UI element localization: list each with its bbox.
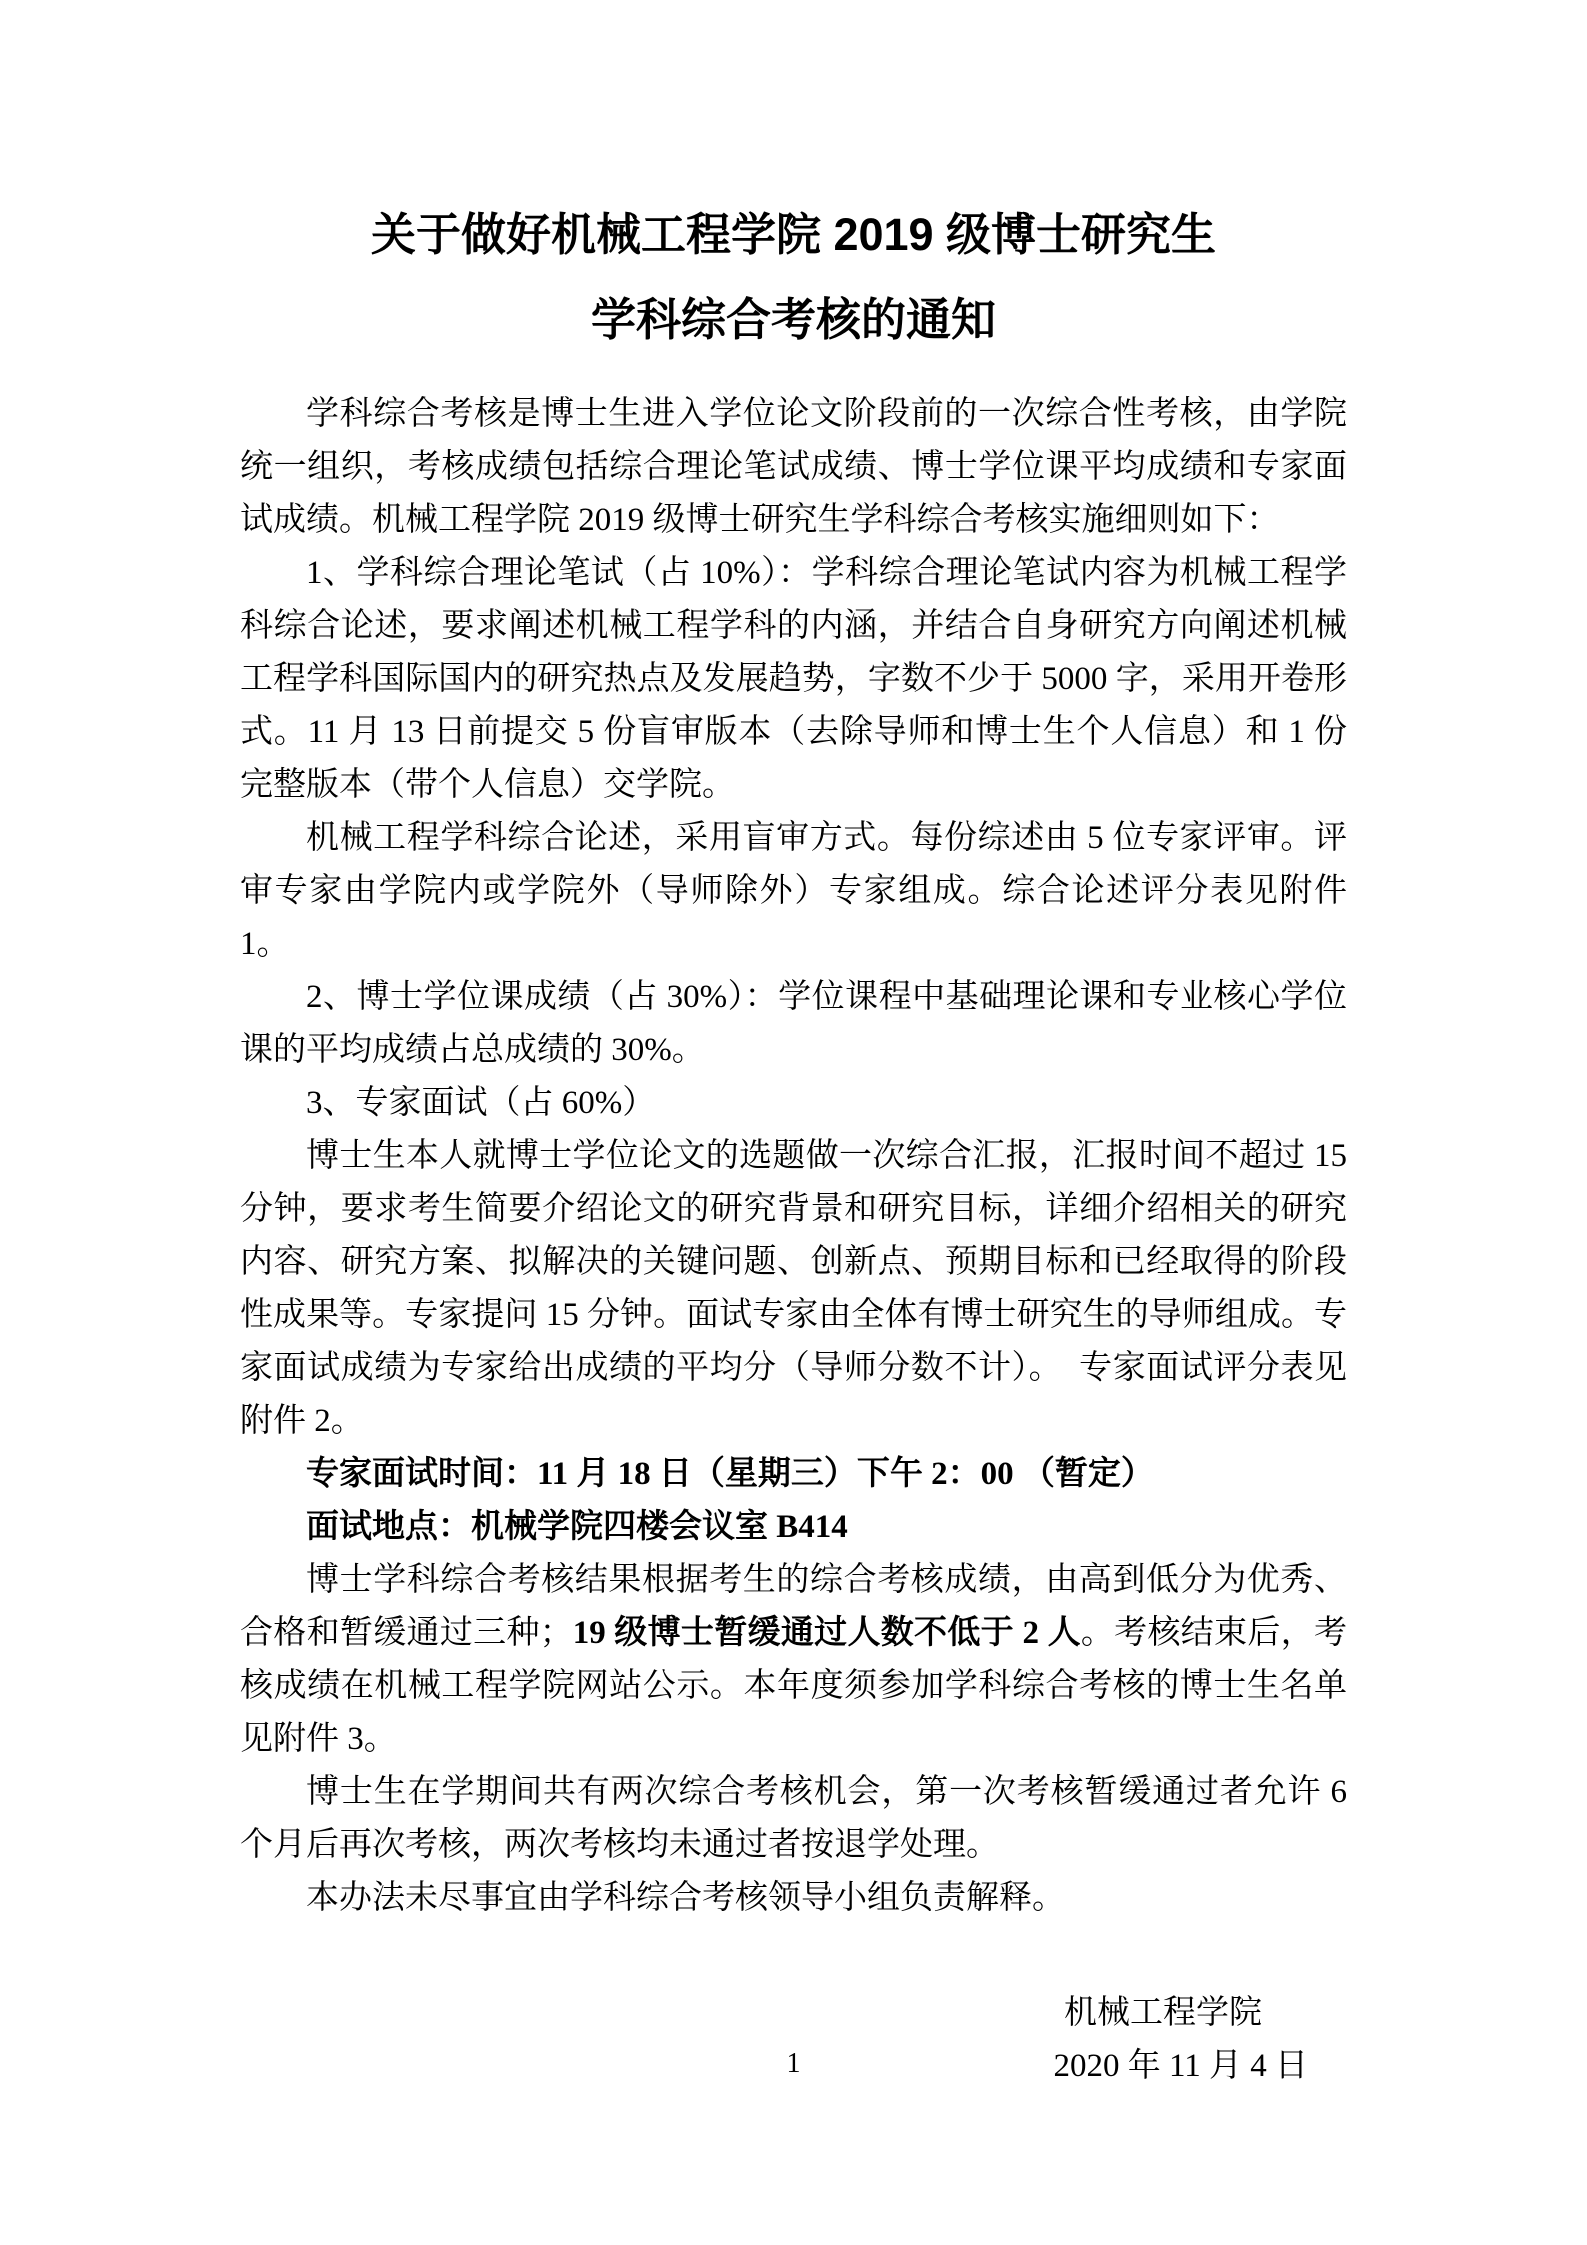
- paragraph-7: [240, 1448, 1347, 1501]
- signature-organization: 机械工程学院: [1064, 1995, 1262, 2031]
- title-line-2: 学科综合考核的通知: [590, 294, 996, 345]
- paragraph-2: [240, 547, 1347, 812]
- text-run: 博士学科综合考核结果根据考生的综合考核成绩，由高到低分为优秀、合格和暂缓通过三种；: [240, 1562, 1347, 1651]
- paragraph-6: [240, 1130, 1347, 1448]
- text-run: 博士生在学期间共有两次综合考核机会，第一次考核暂缓通过者允许 6 个月后再次考核，两次考核均未通过者按退学处理。: [240, 1774, 1347, 1863]
- text-run: 1、学科综合理论笔试（占 10%）：学科综合理论笔试内容为机械工程学科综合论述，要求阐述机械工程学科的内涵，并结合自身研究方向阐述机械工程学科国际国内的研究热点及发展趋势，字数不少于 5000 字，采用开卷形式。11 月 13 日前提交 5 份盲审版本（去除导师和博士生个人信息）和 1 份完整版本（带个人信息）交学院。: [240, 555, 1347, 803]
- text-run: 3、专家面试（占 60%）: [306, 1085, 656, 1121]
- paragraph-1: [240, 388, 1347, 547]
- paragraph-8: [240, 1501, 1347, 1554]
- text-run: 博士生本人就博士学位论文的选题做一次综合汇报，汇报时间不超过 15 分钟，要求考生简要介绍论文的研究背景和研究目标，详细介绍相关的研究内容、研究方案、拟解决的关键问题、创新点、预期目标和已经取得的阶段性成果等。专家提问 15 分钟。面试专家由全体有博士研究生的导师组成。专家面试成绩为专家给出成绩的平均分（导师分数不计）。 专家面试评分表见附件 2。: [240, 1138, 1347, 1439]
- paragraph-4: [240, 971, 1347, 1077]
- paragraph-11: [240, 1872, 1347, 1925]
- signature-date: 2020 年 11 月 4 日: [1053, 2048, 1308, 2084]
- bold-text-run: 专家面试时间：11 月 18 日（星期三）下午 2：00 （暂定）: [306, 1456, 1154, 1492]
- page-number: 1: [786, 2048, 801, 2079]
- text-run: 本办法未尽事宜由学科综合考核领导小组负责解释。: [306, 1880, 1065, 1916]
- document-body: [240, 388, 1347, 1925]
- text-run: 。考核结束后，考核成绩在机械工程学院网站公示。本年度须参加学科综合考核的博士生名单见附件 3。: [240, 1615, 1348, 1757]
- bold-text-run: 19 级博士暂缓通过人数不低于 2 人: [572, 1615, 1081, 1651]
- bold-text-run: 面试地点：机械学院四楼会议室 B414: [306, 1509, 848, 1545]
- text-run: 学科综合考核是博士生进入学位论文阶段前的一次综合性考核，由学院统一组织，考核成绩包括综合理论笔试成绩、博士学位课平均成绩和专家面试成绩。机械工程学院 2019 级博士研究生学科综合考核实施细则如下：: [240, 396, 1347, 538]
- paragraph-9: [240, 1554, 1347, 1766]
- paragraph-5: [240, 1077, 1347, 1130]
- paragraph-10: [240, 1766, 1347, 1872]
- title-line-1: 关于做好机械工程学院 2019 级博士研究生: [370, 209, 1217, 260]
- text-run: 机械工程学科综合论述，采用盲审方式。每份综述由 5 位专家评审。评审专家由学院内或学院外（导师除外）专家组成。综合论述评分表见附件 1。: [240, 820, 1347, 962]
- document-title: [0, 0, 1587, 362]
- paragraph-3: [240, 812, 1347, 971]
- text-run: 2、博士学位课成绩（占 30%）：学位课程中基础理论课和专业核心学位课的平均成绩占总成绩的 30%。: [240, 979, 1347, 1068]
